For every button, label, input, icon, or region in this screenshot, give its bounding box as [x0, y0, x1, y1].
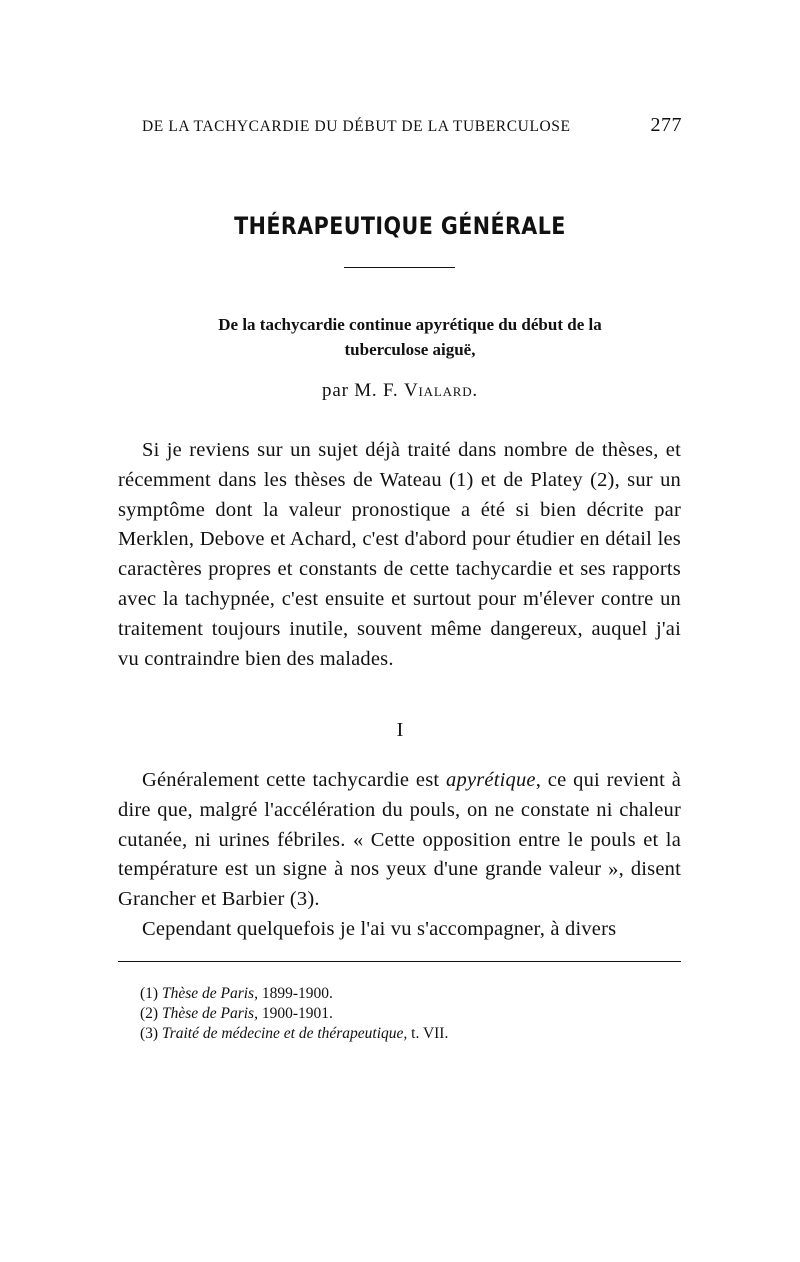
footnote-detail: 1900-1901.	[257, 1005, 333, 1022]
author-byline	[0, 380, 800, 402]
author-name: Vialard.	[403, 380, 478, 401]
intro-paragraph-block	[118, 436, 681, 674]
footnote-number: (1)	[140, 985, 162, 1002]
paragraph-2-end: , ce qui revient à dire que, malgré l'accélération du pouls, on ne constate ni chaleur cutanée, ni urines fébriles. « Cette opposition entre le pouls et la température est un signe à nos yeux d'une grande valeur », disent Grancher et Barbier (3).	[118, 769, 681, 911]
page-number: 277	[650, 114, 682, 136]
footnote-divider	[118, 961, 681, 962]
footnote-3	[140, 1024, 660, 1044]
running-header	[142, 114, 682, 138]
byline-prefix: par M. F.	[322, 380, 404, 401]
running-title: DE LA TACHYCARDIE DU DÉBUT DE LA TUBERCULOSE	[142, 118, 571, 135]
paragraph-2-emphasis: apyrétique	[446, 769, 536, 791]
section-one-text	[118, 766, 681, 945]
section-numeral: I	[396, 719, 404, 741]
footnote-1	[140, 984, 660, 1004]
footnote-2	[140, 1004, 660, 1024]
subtitle-line-1: De la tachycardie continue apyrétique du début de la	[218, 315, 602, 334]
paragraph-1: Si je reviens sur un sujet déjà traité dans nombre de thèses, et récemment dans les thèses de Wateau (1) et de Platey (2), sur un symptôme dont la valeur pronostique a été si bien décrite par Merklen, Debove et Achard, c'est d'abord pour étudier en détail les caractères propres et constants de cette tachycardie et ses rapports avec la tachypnée, c'est ensuite et surtout pour m'élever contre un traitement toujours inutile, souvent même dangereux, auquel j'ai vu contraindre bien des malades.	[118, 439, 681, 670]
footnote-title: Thèse de Paris,	[161, 1005, 258, 1022]
footnotes	[140, 984, 660, 1044]
footnote-detail: 1899-1900.	[257, 985, 333, 1002]
subtitle-line-2: tuberculose aiguë,	[344, 340, 476, 359]
paragraph-3: Cependant quelquefois je l'ai vu s'accompagner, à divers	[142, 917, 617, 940]
footnote-number: (3)	[140, 1025, 162, 1042]
section-title: THÉRAPEUTIQUE GÉNÉRALE	[234, 212, 566, 240]
article-subtitle	[140, 312, 680, 362]
paragraph-2-start: Généralement cette tachycardie est	[142, 769, 447, 791]
title-divider	[344, 267, 455, 268]
footnote-title: Traité de médecine et de thérapeutique,	[161, 1025, 408, 1042]
footnote-detail: t. VII.	[407, 1025, 449, 1042]
paragraph-2	[118, 766, 681, 915]
footnote-title: Thèse de Paris,	[161, 985, 258, 1002]
footnote-number: (2)	[140, 1005, 162, 1022]
